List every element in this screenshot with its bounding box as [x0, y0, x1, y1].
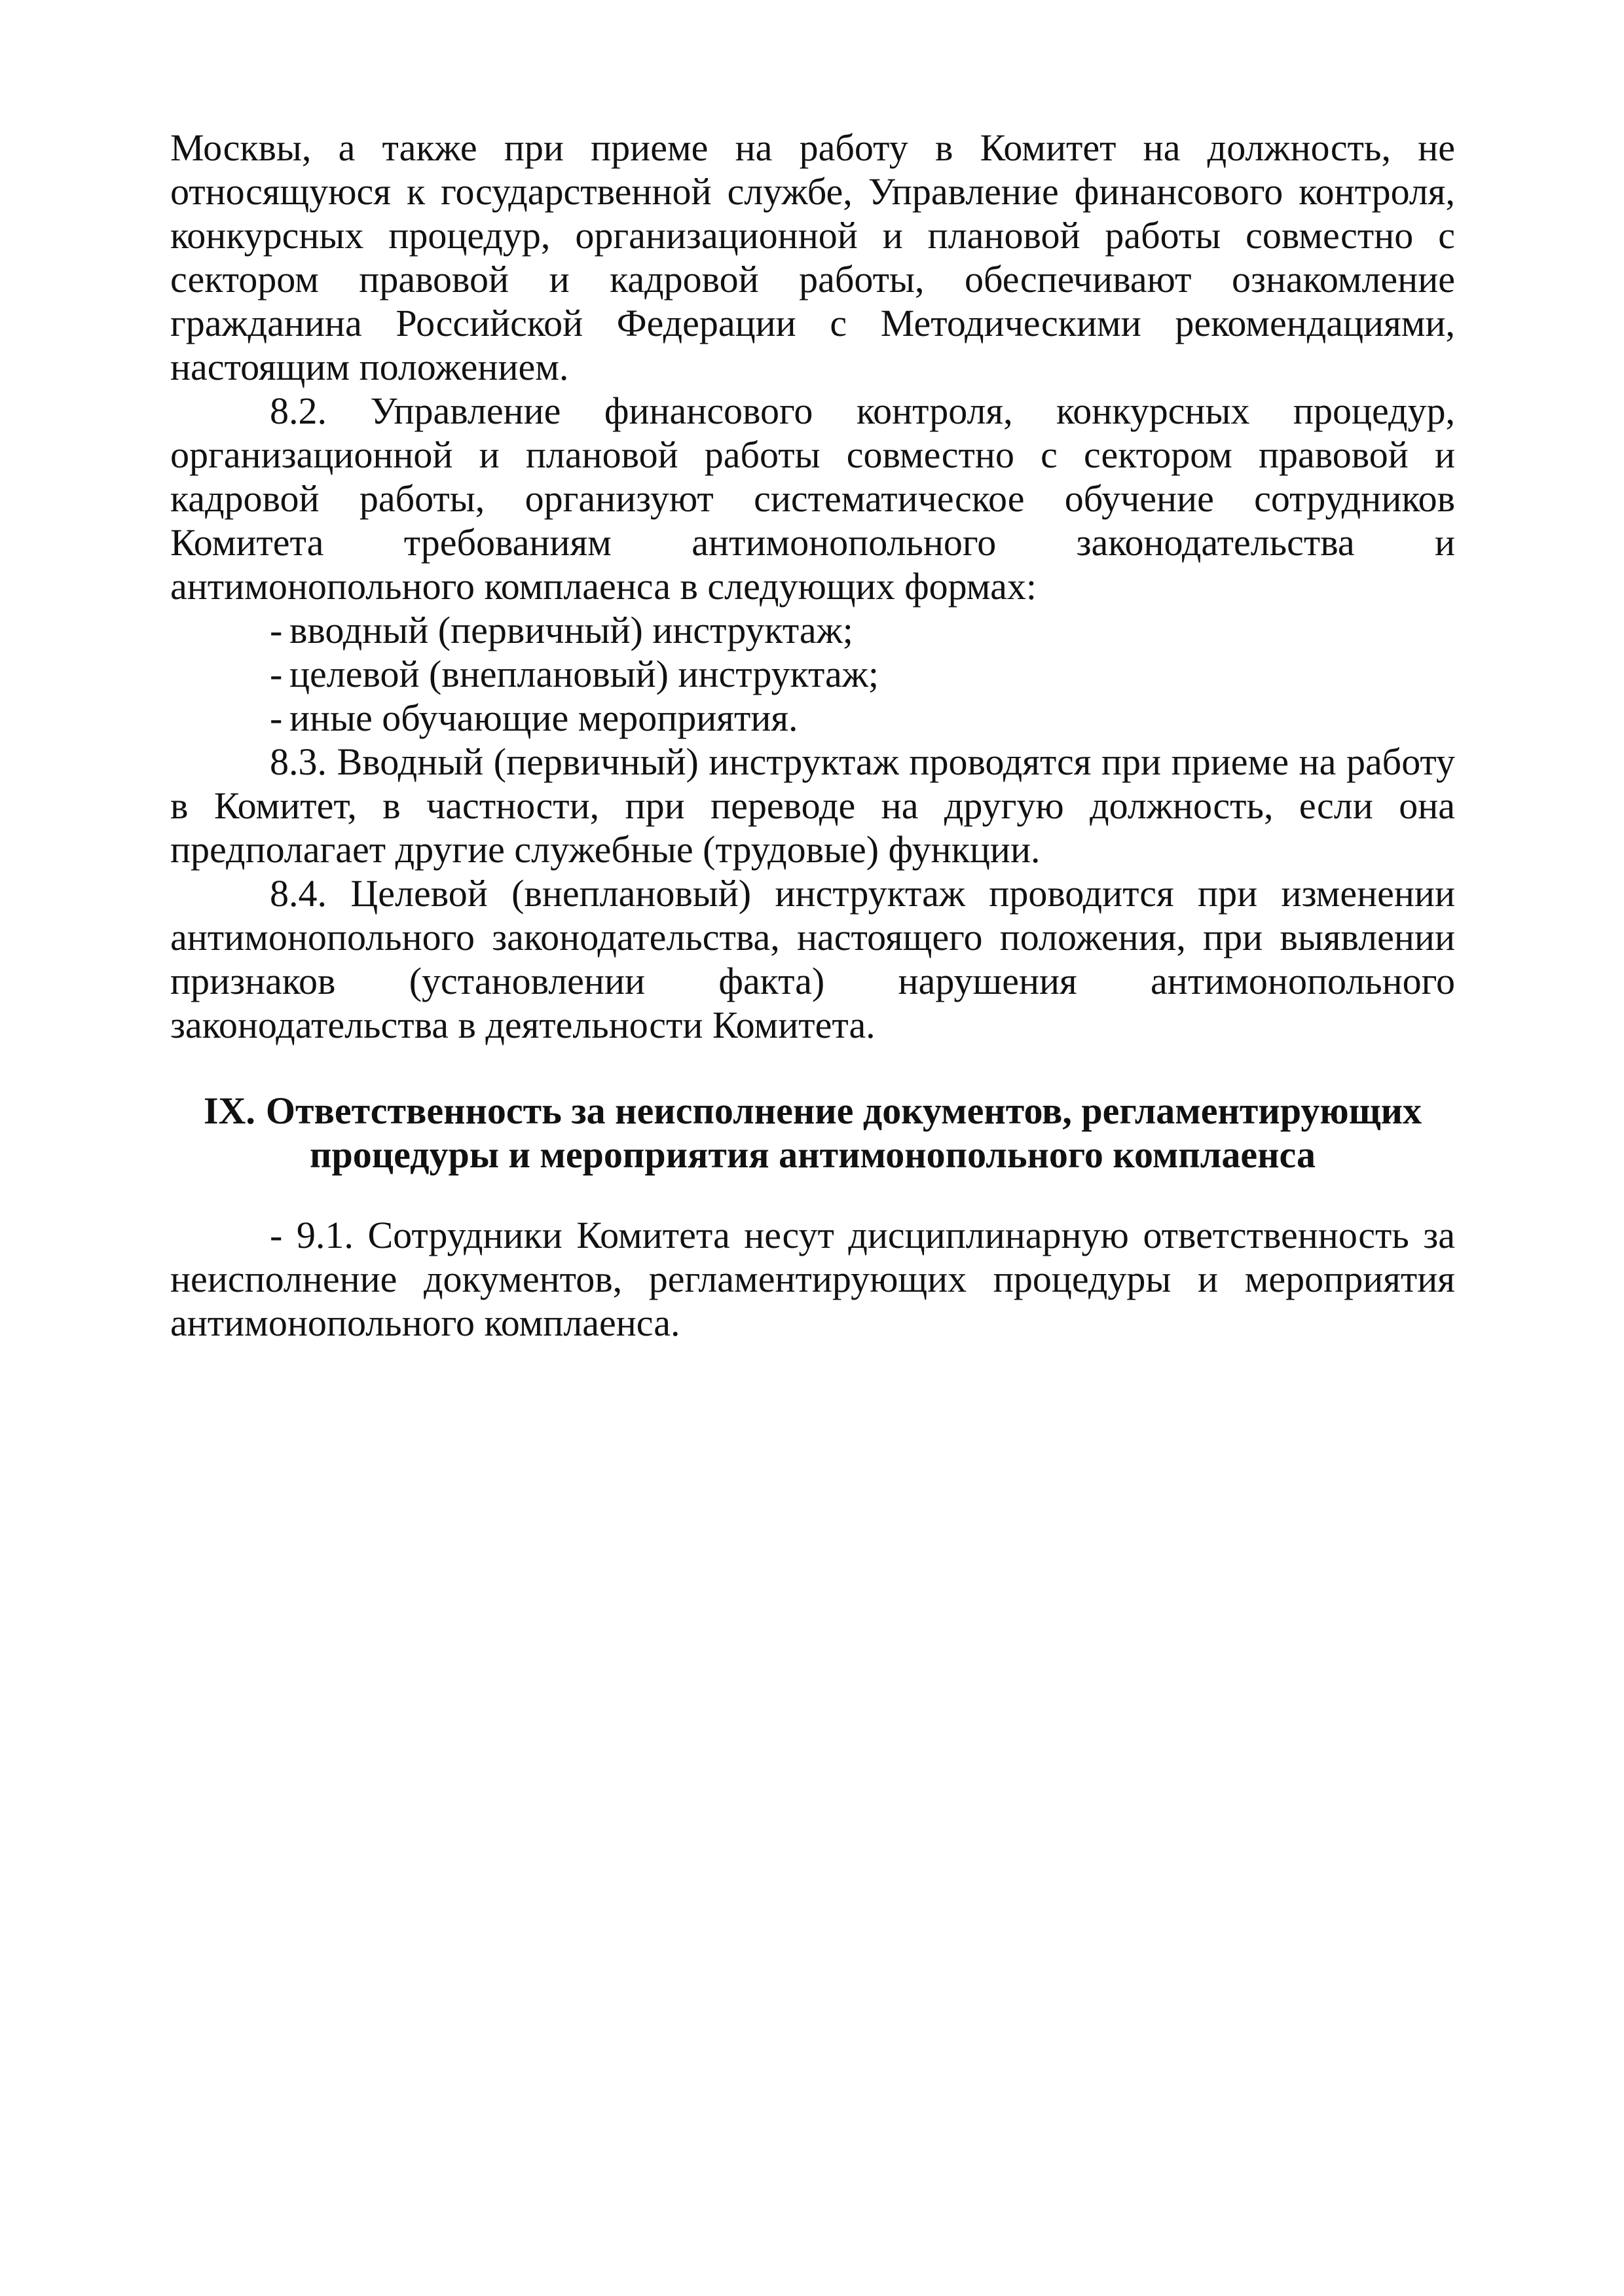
paragraph-number: 8.2.	[270, 390, 327, 432]
section-number: IX.	[203, 1089, 255, 1132]
list-dash: -	[270, 609, 283, 651]
list-item-text: иные обучающие мероприятия.	[289, 697, 798, 739]
paragraph-number: 8.3.	[270, 740, 327, 783]
list-item	[170, 652, 1455, 696]
section-heading-line-1	[170, 1089, 1455, 1133]
list-item	[170, 608, 1455, 652]
paragraph-text: Вводный (первичный) инструктаж проводятся при приеме на работу в Комитет, в частности, при переводе на другую должность, если она предполагает другие служебные (трудовые) функции.	[170, 740, 1456, 871]
paragraph-8-4	[170, 871, 1455, 1047]
list-item-text: целевой (внеплановый) инструктаж;	[289, 653, 879, 695]
list-dash: -	[270, 653, 283, 695]
paragraph-continuation: Москвы, а также при приеме на работу в Комитет на должность, не относящуюся к государственной службе, Управление финансового контроля, конкурсных процедур, организационной и плановой работы совместно с сектором правовой и кадровой работы, обеспечивают ознакомление гражданина Российской Федерации с Методическими рекомендациями, настоящим положением.	[170, 126, 1455, 388]
section-title-part-1: Ответственность за неисполнение документов, регламентирующих	[265, 1089, 1422, 1132]
list-item	[170, 696, 1455, 740]
paragraph-dash: -	[270, 1214, 283, 1256]
paragraph-8-3	[170, 740, 1455, 871]
paragraph-9-1	[170, 1213, 1455, 1345]
document-body	[170, 126, 1455, 1345]
paragraph-number: 8.4.	[270, 872, 327, 915]
paragraph-8-2	[170, 389, 1455, 608]
paragraph-text: Сотрудники Комитета несут дисциплинарную ответственность за неисполнение документов, регламентирующих процедуры и мероприятия антимонопольного комплаенса.	[170, 1214, 1456, 1344]
paragraph-text: Управление финансового контроля, конкурсных процедур, организационной и плановой работы совместно с сектором правовой и кадровой работы, организуют систематическое обучение сотрудников Комитета требованиям антимонопольного законодательства и антимонопольного комплаенса в следующих формах:	[170, 390, 1456, 608]
paragraph-text: Целевой (внеплановый) инструктаж проводится при изменении антимонопольного законодательства, настоящего положения, при выявлении признаков (установлении факта) нарушения антимонопольного законодательства в деятельности Комитета.	[170, 872, 1456, 1046]
section-heading	[170, 1089, 1455, 1176]
list-dash: -	[270, 697, 283, 739]
list-item-text: вводный (первичный) инструктаж;	[289, 609, 853, 651]
section-heading-line-2: процедуры и мероприятия антимонопольного комплаенса	[310, 1133, 1316, 1176]
paragraph-number: 9.1.	[296, 1214, 354, 1256]
